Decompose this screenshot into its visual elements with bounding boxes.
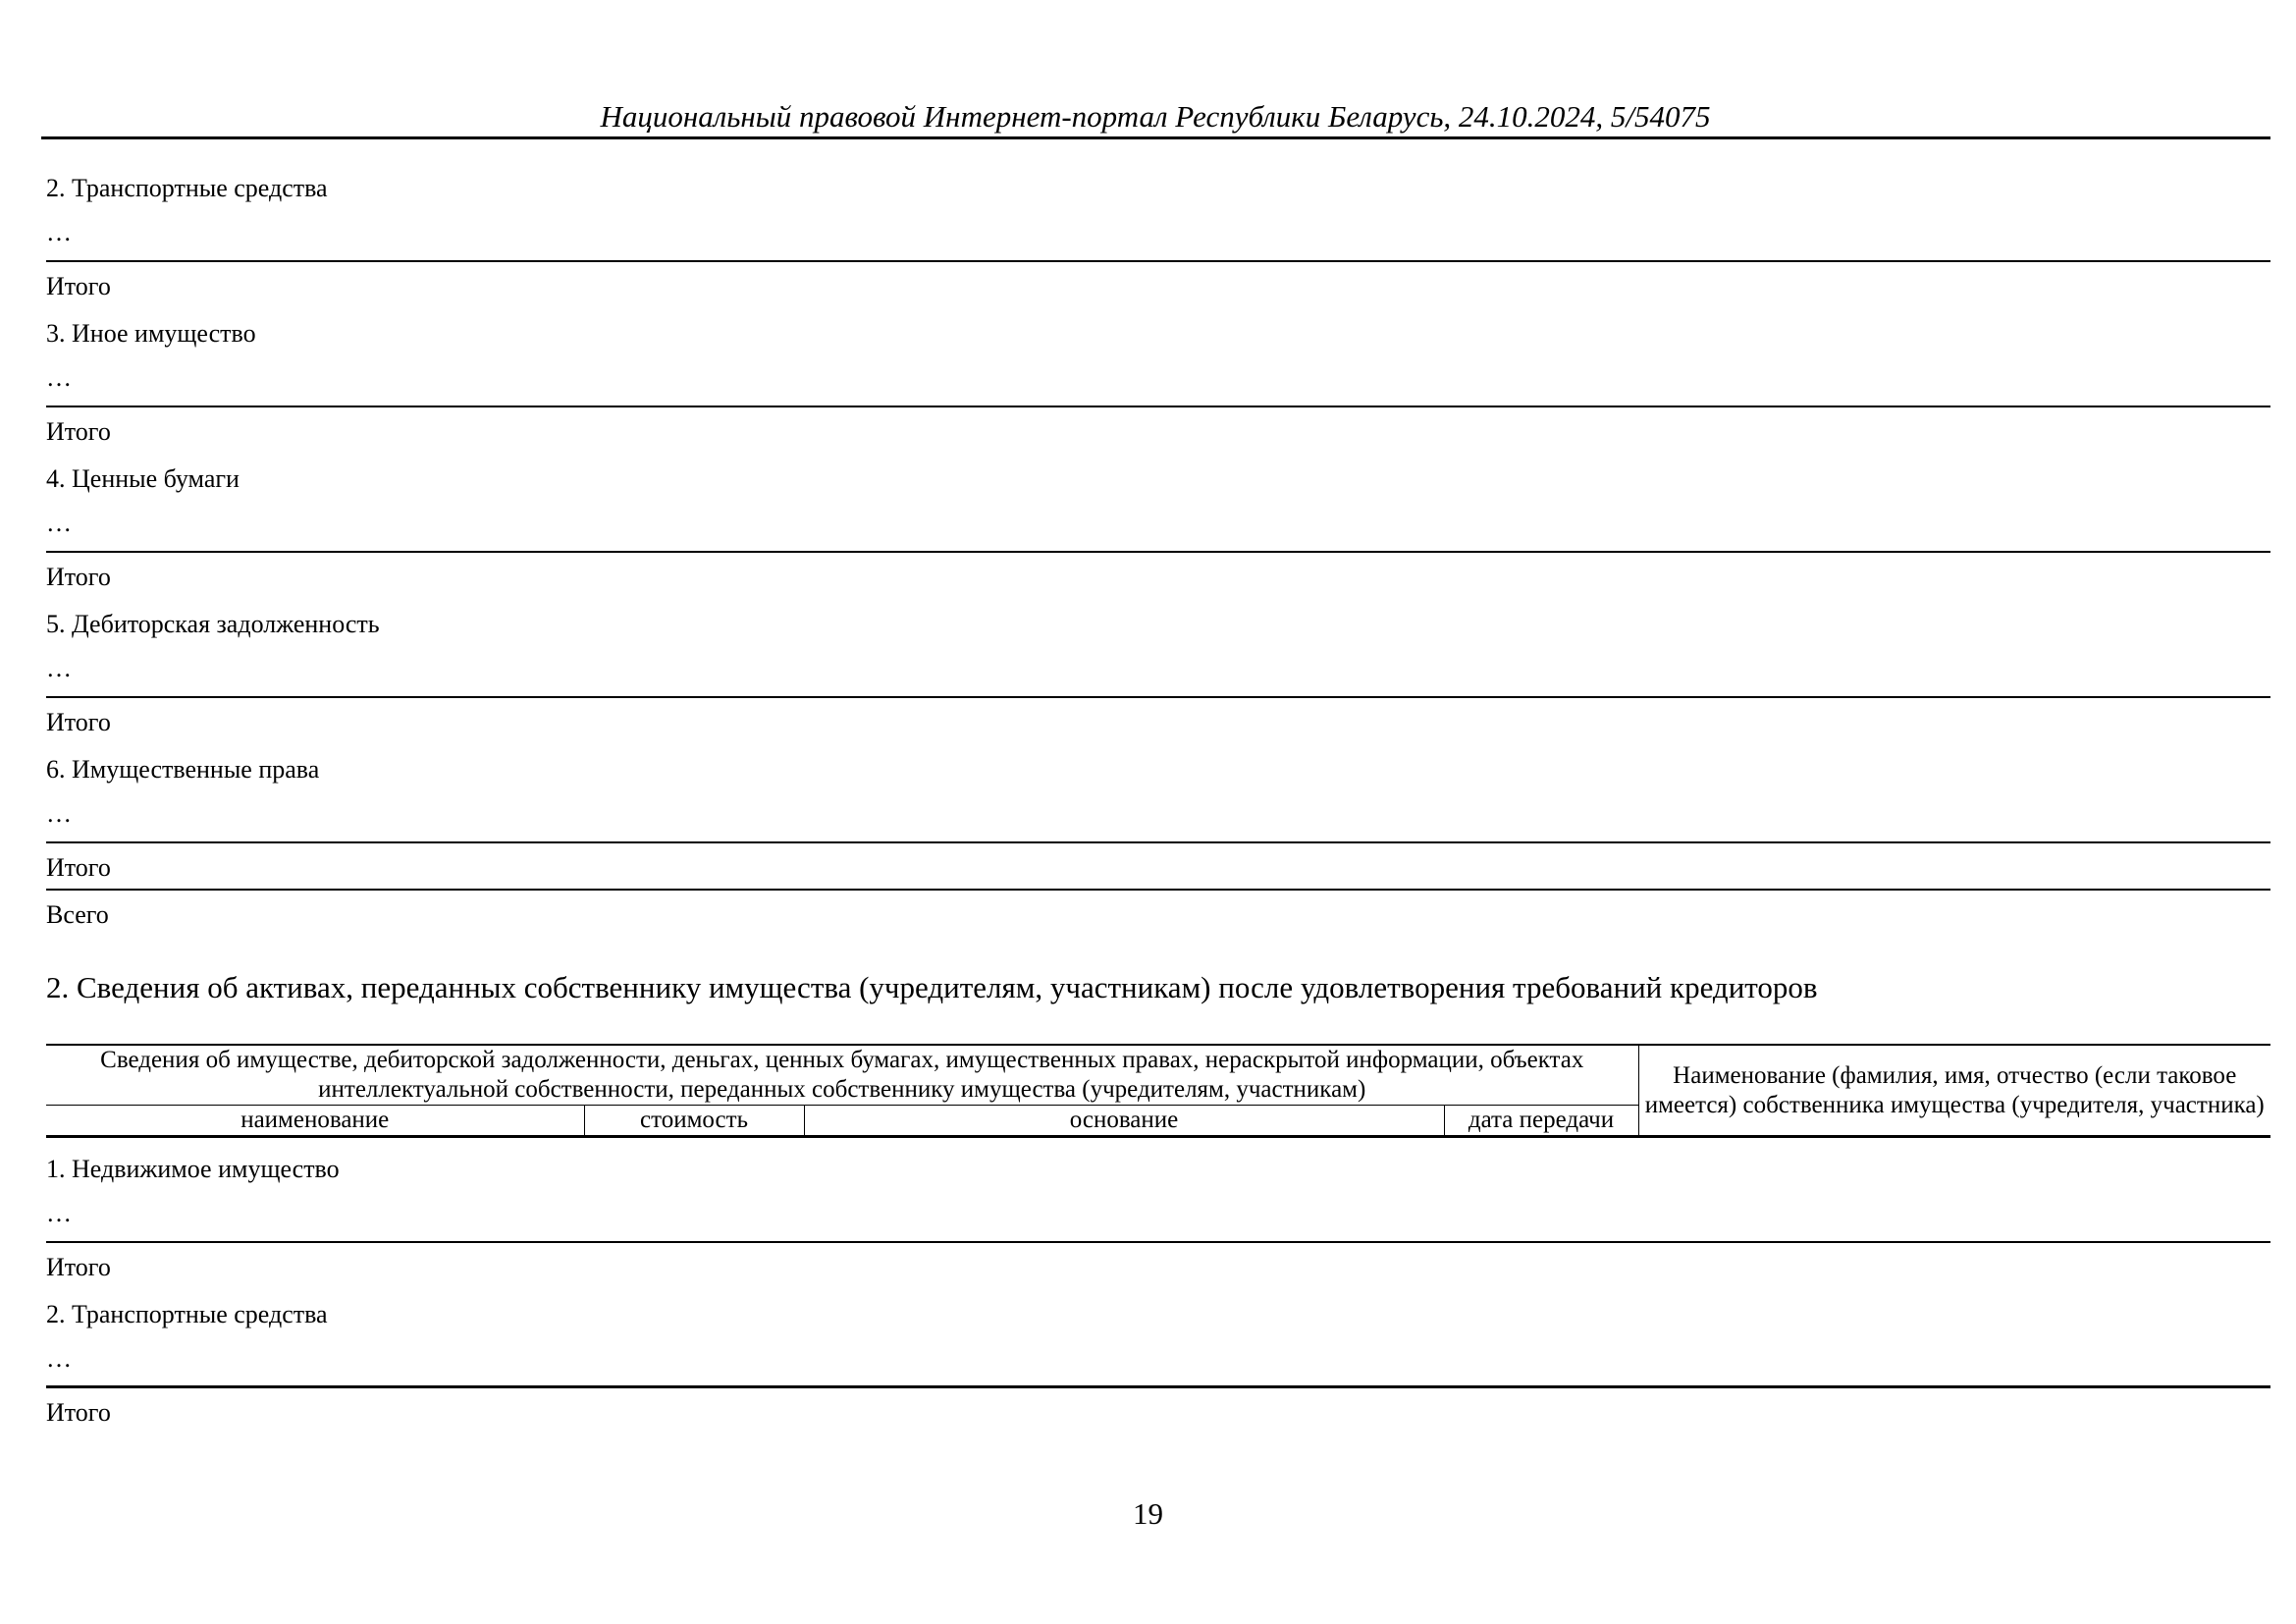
group-label: 3. Иное имущество [46,319,256,348]
asset-group [46,455,2270,600]
group-ellipsis: … [46,213,2270,262]
group-total: Итого [46,1253,111,1281]
section1-list [46,164,2270,940]
group-label: 2. Транспортные средства [46,174,328,202]
asset-group [46,1290,2270,1435]
header-rule [41,136,2270,139]
group-ellipsis: … [46,358,2270,407]
group-label: 1. Недвижимое имущество [46,1155,340,1183]
section2-title: 2. Сведения об активах, переданных собственнику имущества (учредителям, участникам) после удовлетворения требований кредиторов [46,970,1818,1004]
group-total: Итого [46,708,111,736]
group-total: Итого [46,272,111,300]
group-label: 2. Транспортные средства [46,1300,328,1328]
group-ellipsis: … [46,794,2270,843]
column-date-header: дата передачи [1444,1106,1638,1137]
group-ellipsis: … [46,1194,2270,1243]
group-ellipsis: … [46,1339,2270,1388]
assets-group-header: Сведения об имуществе, дебиторской задолженности, деньгах, ценных бумагах, имущественных правах, нераскрытой информации, объектах интеллектуальной собственности, переданных собственнику имущества (учредителям, участникам) [46,1045,1638,1106]
group-total: Итого [46,417,111,446]
group-label: 5. Дебиторская задолженность [46,610,380,638]
grand-total: Всего [46,900,109,929]
group-label: 4. Ценные бумаги [46,464,240,493]
page-header: Национальный правовой Интернет-портал Республики Беларусь, 24.10.2024, 5/54075 [600,99,1711,134]
group-total: Итого [46,1398,111,1427]
column-basis-header: основание [804,1106,1444,1137]
asset-group [46,600,2270,745]
group-total: Итого [46,563,111,591]
group-ellipsis: … [46,504,2270,553]
column-name-header: наименование [46,1106,584,1137]
column-cost-header: стоимость [584,1106,804,1137]
section2-list [46,1145,2270,1435]
group-ellipsis: … [46,649,2270,698]
asset-group [46,164,2270,309]
page-number: 19 [1133,1496,1163,1531]
asset-group [46,745,2270,843]
group-label: 6. Имущественные права [46,755,320,784]
owner-column-header: Наименование (фамилия, имя, отчество (если таковое имеется) собственника имущества (учредителя, участника) [1638,1045,2270,1137]
group-total: Итого [46,843,2270,891]
section2-table-header [46,1044,2270,1138]
asset-group [46,1145,2270,1290]
asset-group [46,309,2270,455]
